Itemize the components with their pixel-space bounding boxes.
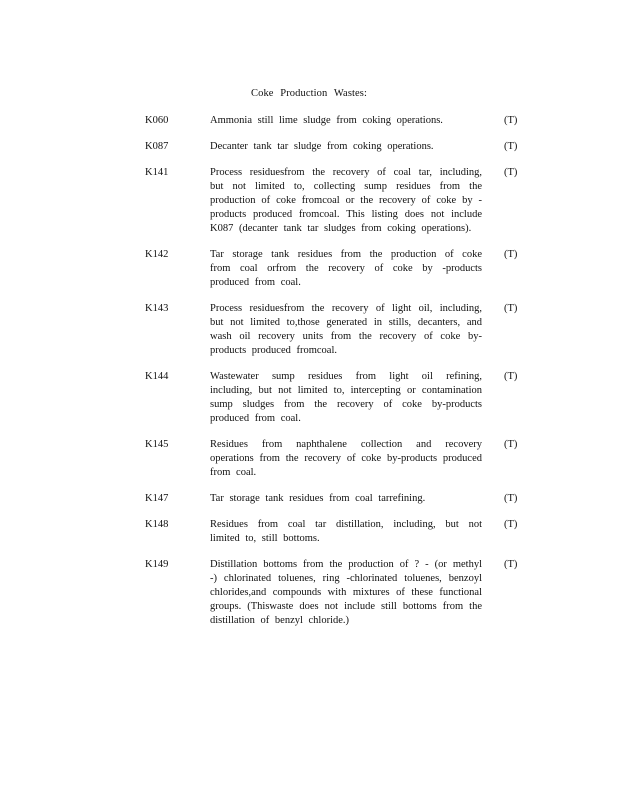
waste-description: Tar storage tank residues from coal tarrefining.: [210, 493, 426, 504]
hazard-code: (T): [504, 249, 518, 260]
waste-code: K148: [145, 519, 169, 530]
waste-entry: [0, 302, 618, 358]
hazard-code: (T): [504, 559, 518, 570]
hazard-code: (T): [504, 303, 518, 314]
waste-code: K147: [145, 493, 169, 504]
waste-description: Residues from coal tar distillation, including, but not limited to, still bottoms.: [210, 519, 482, 544]
waste-entry: [0, 370, 618, 426]
waste-entry: [0, 248, 618, 290]
waste-code: K143: [145, 303, 169, 314]
waste-code: K144: [145, 371, 169, 382]
waste-description: Decanter tank tar sludge from coking operations.: [210, 141, 434, 152]
hazard-code: (T): [504, 141, 518, 152]
waste-code: K141: [145, 167, 169, 178]
waste-code: K149: [145, 559, 169, 570]
waste-entry: [0, 438, 618, 480]
waste-code: K145: [145, 439, 169, 450]
waste-description: Process residuesfrom the recovery of coal tar, including, but not limited to, collecting sump residues from the production of coke fromcoal or the recovery of coke by - products produced fromcoal. This listing does not include K087 (decanter tank tar sludges from coking operations).: [210, 167, 482, 234]
waste-entry: [0, 492, 618, 506]
waste-description: Wastewater sump residues from light oil refining, including, but not limited to, intercepting or contamination sump sludges from the recovery of coke by-products produced from coal.: [210, 371, 482, 424]
waste-code: K087: [145, 141, 169, 152]
hazard-code: (T): [504, 519, 518, 530]
hazard-code: (T): [504, 493, 518, 504]
hazard-code: (T): [504, 167, 518, 178]
waste-entry: [0, 166, 618, 236]
page-title: Coke Production Wastes:: [250, 88, 367, 99]
hazard-code: (T): [504, 439, 518, 450]
waste-description: Tar storage tank residues from the production of coke from coal orfrom the recovery of coke by -products produced from coal.: [210, 249, 482, 288]
waste-description: Ammonia still lime sludge from coking operations.: [210, 115, 443, 126]
hazard-code: (T): [504, 371, 518, 382]
waste-list: [0, 114, 618, 640]
waste-entry: [0, 518, 618, 546]
waste-entry: [0, 558, 618, 628]
waste-code: K142: [145, 249, 169, 260]
hazard-code: (T): [504, 115, 518, 126]
waste-description: Residues from naphthalene collection and recovery operations from the recovery of coke by-products produced from coal.: [210, 439, 482, 478]
waste-entry: [0, 114, 618, 128]
waste-description: Process residuesfrom the recovery of light oil, including, but not limited to,those generated in stills, decanters, and wash oil recovery units from the recovery of coke by- products produced fromcoal.: [210, 303, 482, 356]
waste-code: K060: [145, 115, 169, 126]
waste-entry: [0, 140, 618, 154]
waste-description: Distillation bottoms from the production of ? - (or methyl -) chlorinated toluenes, ring -chlorinated toluenes, benzoyl chlorides,and compounds with mixtures of these functional groups. (Thiswaste does not include still bottoms from the distillation of benzyl chloride.): [210, 559, 482, 626]
